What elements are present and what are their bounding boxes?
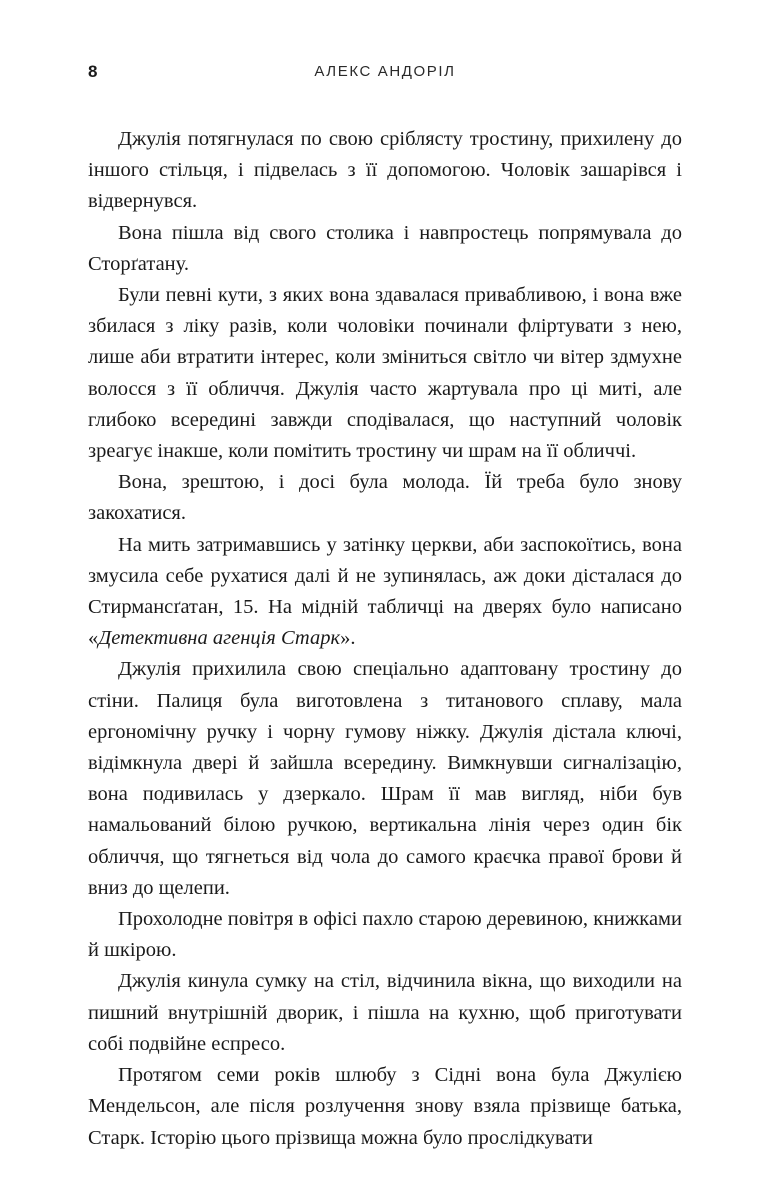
paragraph-3: Були певні кути, з яких вона здавалася привабливою, і вона вже збилася з ліку разів, коли чоловіки починали фліртувати з нею, лише аби втратити інтерес, коли зміниться світло чи вітер здмухне волосся з її обличчя. Джулія часто жартувала про ці миті, але глибоко всередині завжди сподівалася, що наступний чоловік зреагує інакше, коли помітить тростину чи шрам на її обличчі.: [88, 284, 682, 463]
paragraph-4: Вона, зрештою, і досі була молода. Їй треба було знову закохатися.: [88, 471, 682, 525]
paragraph-7: Прохолодне повітря в офісі пахло старою деревиною, книжками й шкірою.: [88, 908, 682, 962]
paragraph-5: [88, 530, 682, 655]
agency-name-italic: Детективна агенція Старк: [98, 627, 341, 650]
paragraph-5-tail: ».: [340, 627, 356, 650]
running-head-author: АЛЕКС АНДОРІЛ: [314, 63, 456, 80]
paragraph-2: Вона пішла від свого столика і навпростець попрямувала до Сторґатану.: [88, 221, 682, 275]
page-header: [88, 62, 682, 86]
paragraph-1: Джулія потягнулася по свою сріблясту тростину, прихилену до іншого стільця, і підвелась з її допомогою. Чоловік зашарівся і відвернувся.: [88, 128, 682, 213]
paragraph-6: Джулія прихилила свою спеціально адаптовану тростину до стіни. Палиця була виготовлена з титанового сплаву, мала ергономічну ручку і чорну гумову ніжку. Джулія дістала ключі, відімкнула двері й зайшла всередину. Вимкнувши сигналізацію, вона подивилась у дзеркало. Шрам її мав вигляд, ніби був намальований білою ручкою, вертикальна лінія через один бік обличчя, що тягнеться від чола до самого краєчка правої брови й вниз до щелепи.: [88, 658, 682, 899]
paragraph-8: Джулія кинула сумку на стіл, відчинила вікна, що виходили на пишний внутрішній дворик, і пішла на кухню, щоб приготувати собі подвійне еспресо.: [88, 970, 682, 1055]
page-number: 8: [88, 62, 98, 81]
body-text: [88, 124, 682, 1154]
paragraph-5-text: На мить затримавшись у затінку церкви, аби заспокоїтись, вона змусила себе рухатися далі й не зупинялась, аж доки дісталася до Стирмансґатан, 15. На мідній табличці на дверях було написано «: [88, 533, 682, 650]
paragraph-9: Протягом семи років шлюбу з Сідні вона була Джулією Мендельсон, але після розлучення знову взяла прізвище батька, Старк. Історію цього прізвища можна було прослідкувати: [88, 1064, 682, 1149]
